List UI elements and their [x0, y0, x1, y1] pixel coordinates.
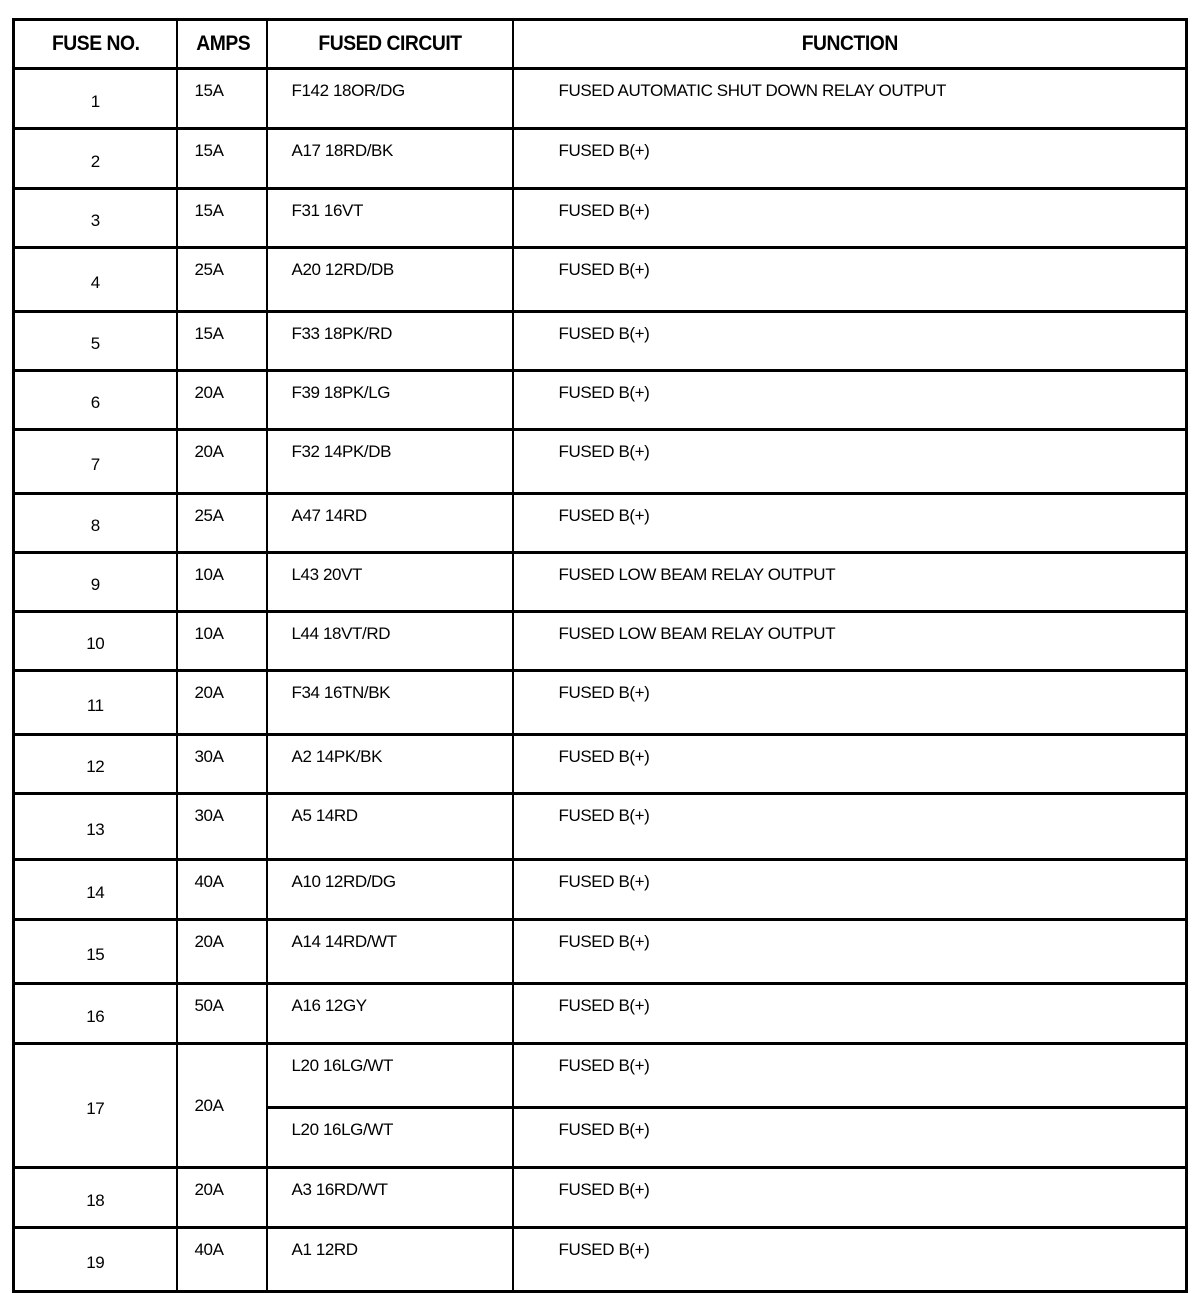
function-cell: FUSED B(+) [513, 984, 1187, 1044]
table-row [14, 671, 1187, 735]
function-cell: FUSED AUTOMATIC SHUT DOWN RELAY OUTPUT [513, 69, 1187, 129]
table-row [14, 1228, 1187, 1292]
fuse-number-cell: 10 [14, 612, 177, 671]
table-row [14, 735, 1187, 794]
fused-circuit-cell: A10 12RD/DG [267, 860, 513, 920]
function-cell: FUSED B(+) [513, 1168, 1187, 1228]
function-cell: FUSED B(+) [513, 1108, 1187, 1168]
amps-cell: 10A [177, 612, 267, 671]
table-row [14, 129, 1187, 189]
amps-cell: 40A [177, 1228, 267, 1292]
function-cell: FUSED B(+) [513, 494, 1187, 553]
header-function: FUNCTION [539, 20, 1159, 69]
table-row [14, 860, 1187, 920]
amps-cell: 25A [177, 248, 267, 312]
fuse-number-cell: 19 [14, 1228, 177, 1292]
fuse-number-cell: 18 [14, 1168, 177, 1228]
function-cell: FUSED B(+) [513, 920, 1187, 984]
amps-cell: 20A [177, 1168, 267, 1228]
fuse-number-cell: 11 [14, 671, 177, 735]
header-amps: AMPS [180, 20, 263, 69]
function-cell: FUSED LOW BEAM RELAY OUTPUT [513, 612, 1187, 671]
function-cell: FUSED B(+) [513, 671, 1187, 735]
fused-circuit-cell: A2 14PK/BK [267, 735, 513, 794]
function-cell: FUSED B(+) [513, 189, 1187, 248]
amps-cell: 15A [177, 312, 267, 371]
table-row [14, 494, 1187, 553]
fuse-number-cell: 17 [14, 1044, 177, 1168]
amps-cell: 50A [177, 984, 267, 1044]
function-cell: FUSED B(+) [513, 1228, 1187, 1292]
fuse-number-cell: 13 [14, 794, 177, 860]
fused-circuit-cell: A17 18RD/BK [267, 129, 513, 189]
table-row [14, 794, 1187, 860]
fuse-number-cell: 3 [14, 189, 177, 248]
fuse-number-cell: 9 [14, 553, 177, 612]
function-cell: FUSED B(+) [513, 430, 1187, 494]
table-row [14, 612, 1187, 671]
table-row [14, 553, 1187, 612]
function-cell: FUSED B(+) [513, 312, 1187, 371]
fuse-number-cell: 15 [14, 920, 177, 984]
fuse-number-cell: 7 [14, 430, 177, 494]
function-cell: FUSED B(+) [513, 1044, 1187, 1108]
fused-circuit-cell: L44 18VT/RD [267, 612, 513, 671]
fuse-table-body [14, 69, 1187, 1292]
amps-cell: 30A [177, 794, 267, 860]
function-cell: FUSED B(+) [513, 794, 1187, 860]
function-cell: FUSED B(+) [513, 248, 1187, 312]
amps-cell: 20A [177, 671, 267, 735]
table-row [14, 984, 1187, 1044]
fuse-number-cell: 5 [14, 312, 177, 371]
amps-cell: 15A [177, 189, 267, 248]
table-row [14, 1168, 1187, 1228]
fused-circuit-cell: F34 16TN/BK [267, 671, 513, 735]
fused-circuit-cell: A14 14RD/WT [267, 920, 513, 984]
function-cell: FUSED B(+) [513, 129, 1187, 189]
fused-circuit-cell: A16 12GY [267, 984, 513, 1044]
table-row [14, 920, 1187, 984]
table-row [14, 1044, 1187, 1108]
fused-circuit-cell: L20 16LG/WT [267, 1044, 513, 1108]
amps-cell: 20A [177, 1044, 267, 1168]
fused-circuit-cell: A5 14RD [267, 794, 513, 860]
amps-cell: 20A [177, 430, 267, 494]
fused-circuit-cell: A20 12RD/DB [267, 248, 513, 312]
fused-circuit-cell: A47 14RD [267, 494, 513, 553]
amps-cell: 20A [177, 920, 267, 984]
header-row [14, 20, 1187, 69]
table-row [14, 312, 1187, 371]
fused-circuit-cell: F33 18PK/RD [267, 312, 513, 371]
fuse-table [12, 18, 1188, 1293]
fused-circuit-cell: F32 14PK/DB [267, 430, 513, 494]
function-cell: FUSED B(+) [513, 735, 1187, 794]
fuse-number-cell: 4 [14, 248, 177, 312]
fuse-number-cell: 1 [14, 69, 177, 129]
fused-circuit-cell: A1 12RD [267, 1228, 513, 1292]
amps-cell: 15A [177, 129, 267, 189]
table-row [14, 69, 1187, 129]
fuse-number-cell: 6 [14, 371, 177, 430]
table-row [14, 371, 1187, 430]
fuse-number-cell: 12 [14, 735, 177, 794]
fused-circuit-cell: A3 16RD/WT [267, 1168, 513, 1228]
function-cell: FUSED LOW BEAM RELAY OUTPUT [513, 553, 1187, 612]
amps-cell: 25A [177, 494, 267, 553]
fused-circuit-cell: L20 16LG/WT [267, 1108, 513, 1168]
fuse-number-cell: 2 [14, 129, 177, 189]
amps-cell: 20A [177, 371, 267, 430]
amps-cell: 10A [177, 553, 267, 612]
function-cell: FUSED B(+) [513, 860, 1187, 920]
table-row [14, 189, 1187, 248]
table-row [14, 248, 1187, 312]
fused-circuit-cell: L43 20VT [267, 553, 513, 612]
amps-cell: 30A [177, 735, 267, 794]
fused-circuit-cell: F31 16VT [267, 189, 513, 248]
header-fused-circuit: FUSED CIRCUIT [276, 20, 502, 69]
fuse-number-cell: 16 [14, 984, 177, 1044]
fuse-number-cell: 14 [14, 860, 177, 920]
amps-cell: 40A [177, 860, 267, 920]
header-fuse-no: FUSE NO. [20, 20, 170, 69]
fuse-number-cell: 8 [14, 494, 177, 553]
amps-cell: 15A [177, 69, 267, 129]
fused-circuit-cell: F142 18OR/DG [267, 69, 513, 129]
table-row [14, 430, 1187, 494]
fused-circuit-cell: F39 18PK/LG [267, 371, 513, 430]
function-cell: FUSED B(+) [513, 371, 1187, 430]
